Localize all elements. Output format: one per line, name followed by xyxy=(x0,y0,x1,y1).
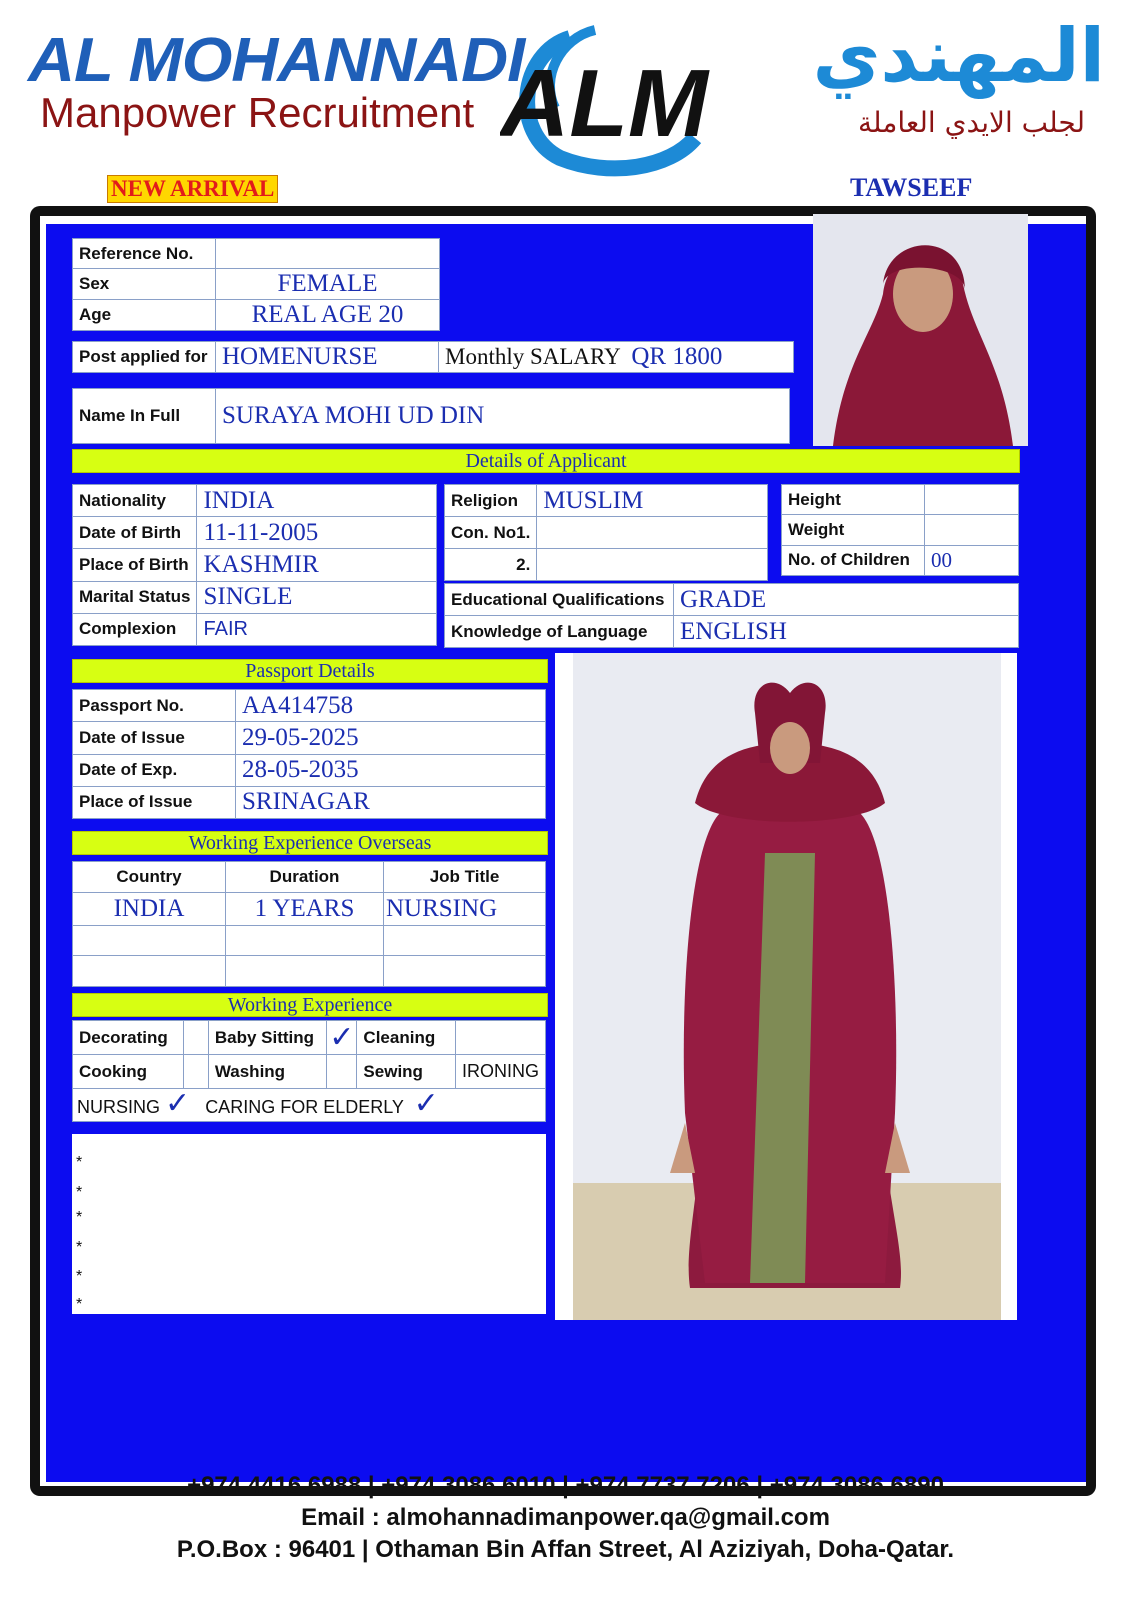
agent-name: TAWSEEF xyxy=(850,173,973,202)
con1-value xyxy=(537,517,768,549)
overseas-section-title: Working Experience Overseas xyxy=(72,831,548,855)
brand-name-arabic: المهندي xyxy=(812,13,1105,99)
applicant-full-photo xyxy=(555,653,1017,1320)
table-cell xyxy=(226,925,384,956)
col-job-header: Job Title xyxy=(384,862,546,893)
pob-label: Place of Birth xyxy=(73,549,197,581)
skill-baby-sitting: Baby Sitting xyxy=(208,1021,326,1055)
skill-cooking-check xyxy=(184,1055,209,1089)
marital-label: Marital Status xyxy=(73,581,197,613)
table-cell xyxy=(73,925,226,956)
con2-value xyxy=(537,549,768,581)
brand-tagline-arabic: لجلب الايدي العاملة xyxy=(858,106,1085,139)
nationality-value: INDIA xyxy=(197,485,437,517)
passport-section-title: Passport Details xyxy=(72,659,548,683)
details-section-title: Details of Applicant xyxy=(72,449,1020,473)
language-label: Knowledge of Language xyxy=(445,616,674,648)
education-value: GRADE xyxy=(674,584,1019,616)
name-value: SURAYA MOHI UD DIN xyxy=(216,389,790,444)
nationality-label: Nationality xyxy=(73,485,197,517)
salary-label: Monthly SALARY xyxy=(445,344,620,369)
skill-decorating-check xyxy=(184,1021,209,1055)
passport-no-value: AA414758 xyxy=(236,690,546,722)
basic-info-table xyxy=(72,238,440,330)
full-name-table xyxy=(72,388,790,444)
special-skills-row xyxy=(72,1088,546,1122)
religion-value: MUSLIM xyxy=(537,485,768,517)
brand-name-english: AL MOHANNADI xyxy=(28,26,525,95)
skill-washing: Washing xyxy=(208,1055,326,1089)
pob-value: KASHMIR xyxy=(197,549,437,581)
weight-value xyxy=(925,515,1019,545)
con2-label: 2. xyxy=(445,549,537,581)
children-label: No. of Children xyxy=(782,545,925,575)
table-cell xyxy=(384,956,546,987)
place-of-issue-label: Place of Issue xyxy=(73,786,236,818)
issue-date-value: 29-05-2025 xyxy=(236,722,546,754)
expiry-date-value: 28-05-2035 xyxy=(236,754,546,786)
dob-value: 11-11-2005 xyxy=(197,517,437,549)
new-arrival-badge: NEW ARRIVAL xyxy=(107,175,278,203)
dob-label: Date of Birth xyxy=(73,517,197,549)
brand-tagline-english: Manpower Recruitment xyxy=(40,89,475,136)
skill-sewing: Sewing xyxy=(357,1055,456,1089)
overseas-duration-value: 1 YEARS xyxy=(226,892,384,925)
marital-value: SINGLE xyxy=(197,581,437,613)
overseas-job-value: NURSING xyxy=(384,892,546,925)
age-label: Age xyxy=(73,300,216,331)
experience-section-title: Working Experience xyxy=(72,993,548,1017)
logo-text: ALM xyxy=(500,50,708,157)
skill-decorating: Decorating xyxy=(73,1021,184,1055)
col-country-header: Country xyxy=(73,862,226,893)
caring-check-icon: ✓ xyxy=(413,1086,439,1121)
col-duration-header: Duration xyxy=(226,862,384,893)
note-bullet: * xyxy=(76,1154,83,1171)
note-bullet: * xyxy=(76,1268,83,1285)
table-cell xyxy=(384,925,546,956)
note-bullet: * xyxy=(76,1239,83,1256)
applicant-portrait-photo xyxy=(813,214,1028,446)
skill-cleaning: Cleaning xyxy=(357,1021,456,1055)
footer-email: Email : almohannadimanpower.qa@gmail.com xyxy=(301,1504,830,1531)
height-value xyxy=(925,485,1019,515)
overseas-country-value: INDIA xyxy=(73,892,226,925)
nursing-check-icon: ✓ xyxy=(165,1086,191,1121)
salary-value: QR 1800 xyxy=(631,343,723,370)
height-label: Height xyxy=(782,485,925,515)
notes-box xyxy=(72,1134,546,1314)
skill-cleaning-check xyxy=(455,1021,545,1055)
education-label: Educational Qualifications xyxy=(445,584,674,616)
note-bullet: * xyxy=(76,1209,83,1226)
skill-caring-elderly: CARING FOR ELDERLY xyxy=(205,1097,404,1117)
note-bullet: * xyxy=(76,1184,83,1201)
skill-nursing: NURSING xyxy=(77,1097,161,1117)
religion-contact-table xyxy=(444,484,768,580)
con1-label: Con. No1. xyxy=(445,517,537,549)
table-cell xyxy=(73,956,226,987)
skill-cooking: Cooking xyxy=(73,1055,184,1089)
company-logo xyxy=(500,18,740,178)
footer-address: P.O.Box : 96401 | Othaman Bin Affan Street, Al Aziziyah, Doha-Qatar. xyxy=(176,1536,955,1563)
education-language-table xyxy=(444,583,1019,647)
children-value: 00 xyxy=(925,545,1019,575)
table-cell xyxy=(226,956,384,987)
post-salary-table xyxy=(72,341,794,373)
baby-sitting-check-icon: ✓ xyxy=(329,1020,355,1055)
skill-ironing: IRONING xyxy=(455,1055,545,1089)
religion-label: Religion xyxy=(445,485,537,517)
post-label: Post applied for xyxy=(73,342,216,373)
place-of-issue-value: SRINAGAR xyxy=(236,786,546,818)
weight-label: Weight xyxy=(782,515,925,545)
footer-phones: +974 4416 6988 | +974 3086 6010 | +974 7737 7206 | +974 3086 6890 xyxy=(187,1472,944,1499)
skills-table xyxy=(72,1020,546,1088)
complexion-label: Complexion xyxy=(73,613,197,645)
physical-details-table xyxy=(781,484,1019,576)
passport-table xyxy=(72,689,546,819)
language-value: ENGLISH xyxy=(674,616,1019,648)
passport-no-label: Passport No. xyxy=(73,690,236,722)
post-value: HOMENURSE xyxy=(216,342,439,373)
age-value: REAL AGE 20 xyxy=(216,300,440,331)
reference-label: Reference No. xyxy=(73,239,216,269)
reference-value xyxy=(216,239,440,269)
personal-details-table xyxy=(72,484,437,646)
issue-date-label: Date of Issue xyxy=(73,722,236,754)
note-bullet: * xyxy=(76,1296,83,1313)
skill-washing-check xyxy=(327,1055,357,1089)
expiry-date-label: Date of Exp. xyxy=(73,754,236,786)
sex-value: FEMALE xyxy=(216,269,440,300)
sex-label: Sex xyxy=(73,269,216,300)
complexion-value: FAIR xyxy=(197,613,437,645)
name-label: Name In Full xyxy=(73,389,216,444)
overseas-experience-table xyxy=(72,861,546,987)
